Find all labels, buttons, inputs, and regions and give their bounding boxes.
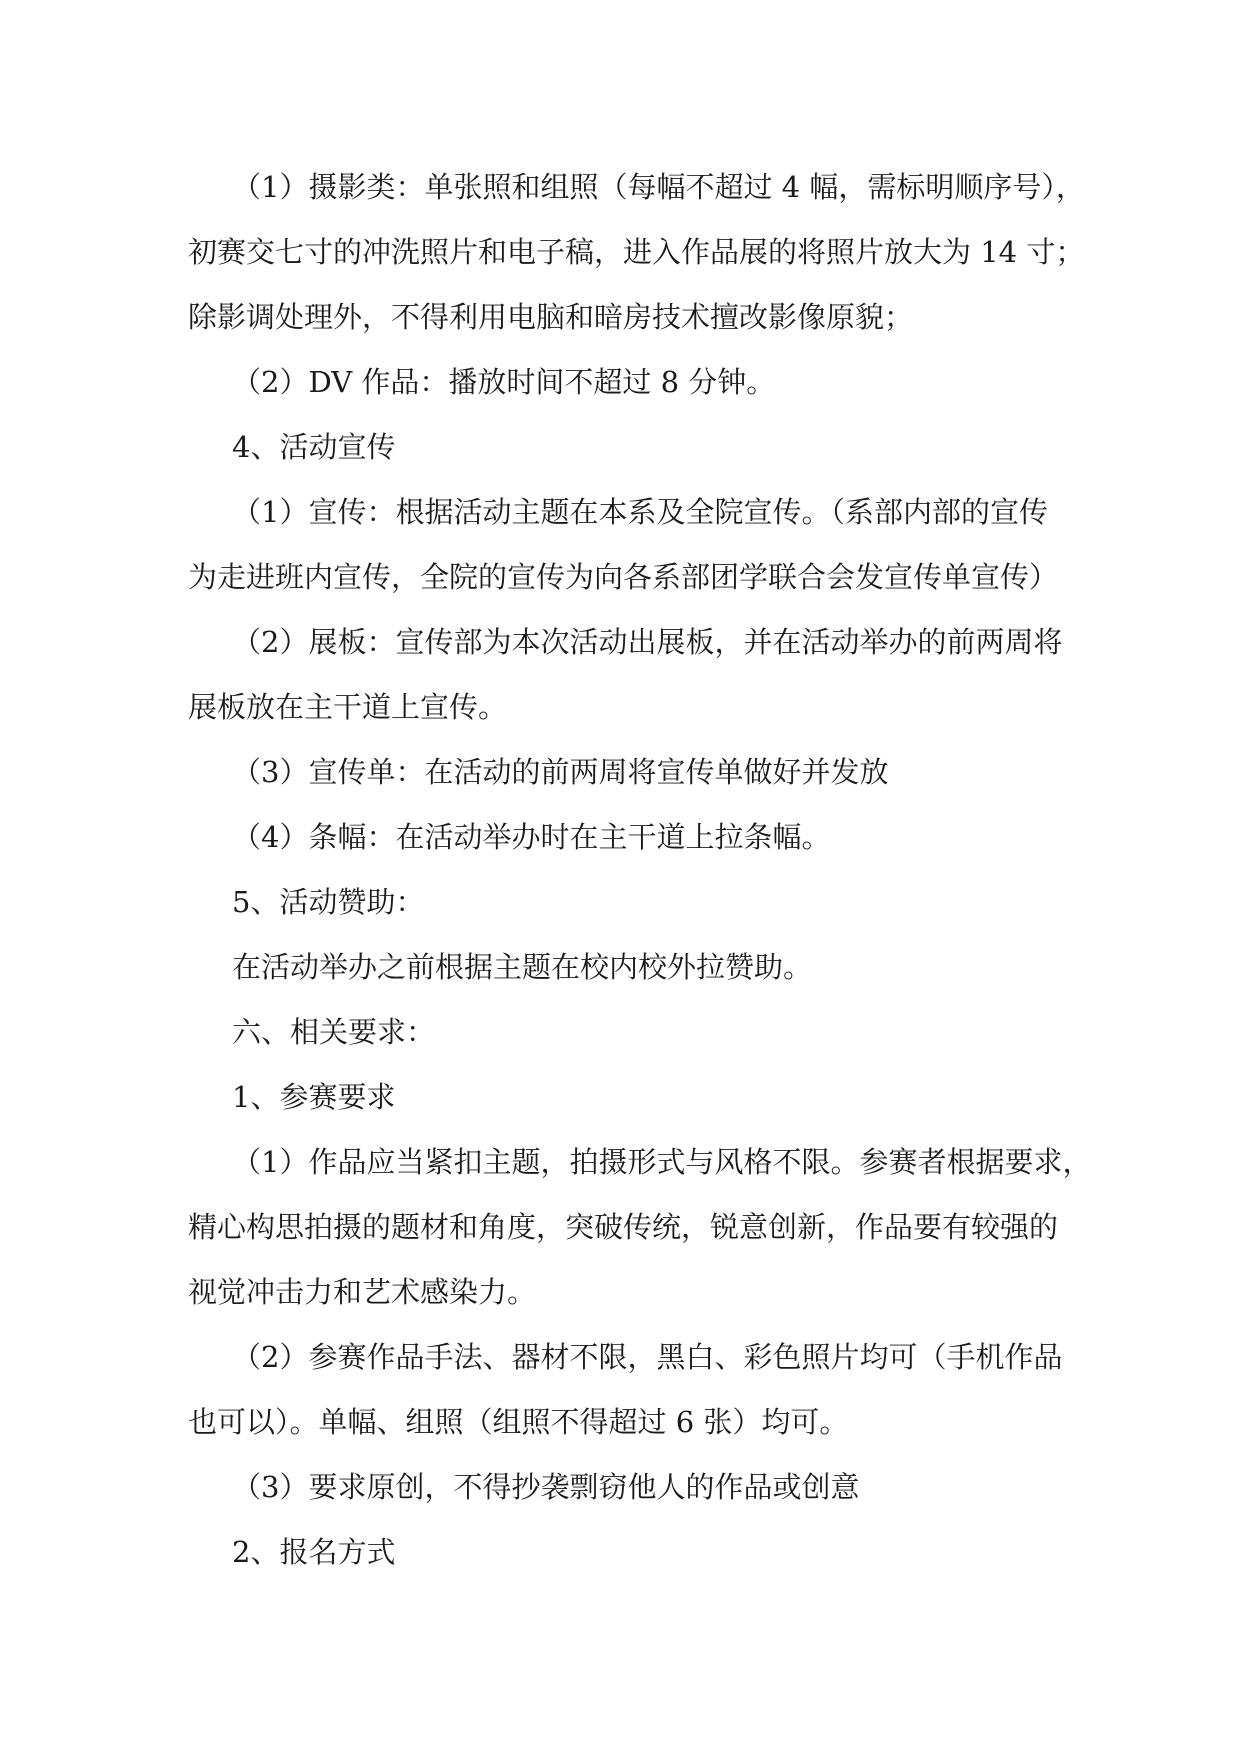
paragraph-line: 在活动举办之前根据主题在校内校外拉赞助。 bbox=[232, 950, 813, 984]
paragraph-line: 初赛交七寸的冲洗照片和电子稿，进入作品展的将照片放大为 14 寸； bbox=[188, 235, 1085, 269]
paragraph-line: 也可以）。单幅、组照（组照不得超过 6 张）均可。 bbox=[188, 1405, 849, 1439]
paragraph-line: 视觉冲击力和艺术感染力。 bbox=[188, 1275, 537, 1309]
paragraph-line: （2）DV 作品：播放时间不超过 8 分钟。 bbox=[232, 365, 776, 399]
paragraph-line: 除影调处理外，不得利用电脑和暗房技术擅改影像原貌； bbox=[188, 300, 914, 334]
paragraph-line: 精心构思拍摄的题材和角度，突破传统，锐意创新，作品要有较强的 bbox=[188, 1210, 1059, 1244]
paragraph-line: （3）要求原创，不得抄袭剽窃他人的作品或创意 bbox=[232, 1470, 860, 1504]
section-heading: 六、相关要求： bbox=[232, 1015, 436, 1049]
section-heading: 2、报名方式 bbox=[232, 1535, 396, 1569]
paragraph-line: （1）宣传：根据活动主题在本系及全院宣传。（系部内部的宣传 bbox=[232, 495, 1048, 529]
paragraph-line: 展板放在主干道上宣传。 bbox=[188, 690, 508, 724]
section-heading: 1、参赛要求 bbox=[232, 1080, 396, 1114]
document-body bbox=[188, 155, 1092, 1585]
paragraph-line: 为走进班内宣传，全院的宣传为向各系部团学联合会发宣传单宣传） bbox=[188, 560, 1059, 594]
paragraph-line: （3）宣传单：在活动的前两周将宣传单做好并发放 bbox=[232, 755, 889, 789]
section-heading: 4、活动宣传 bbox=[232, 430, 396, 464]
section-heading: 5、活动赞助： bbox=[232, 885, 425, 919]
paragraph-line: （2）参赛作品手法、器材不限，黑白、彩色照片均可（手机作品 bbox=[232, 1340, 1063, 1374]
paragraph-line: （1）作品应当紧扣主题，拍摄形式与风格不限。参赛者根据要求， bbox=[232, 1145, 1092, 1179]
paragraph-line: （4）条幅：在活动举办时在主干道上拉条幅。 bbox=[232, 820, 831, 854]
paragraph-line: （1）摄影类：单张照和组照（每幅不超过 4 幅，需标明顺序号）， bbox=[232, 170, 1085, 204]
paragraph-line: （2）展板：宣传部为本次活动出展板，并在活动举办的前两周将 bbox=[232, 625, 1063, 659]
